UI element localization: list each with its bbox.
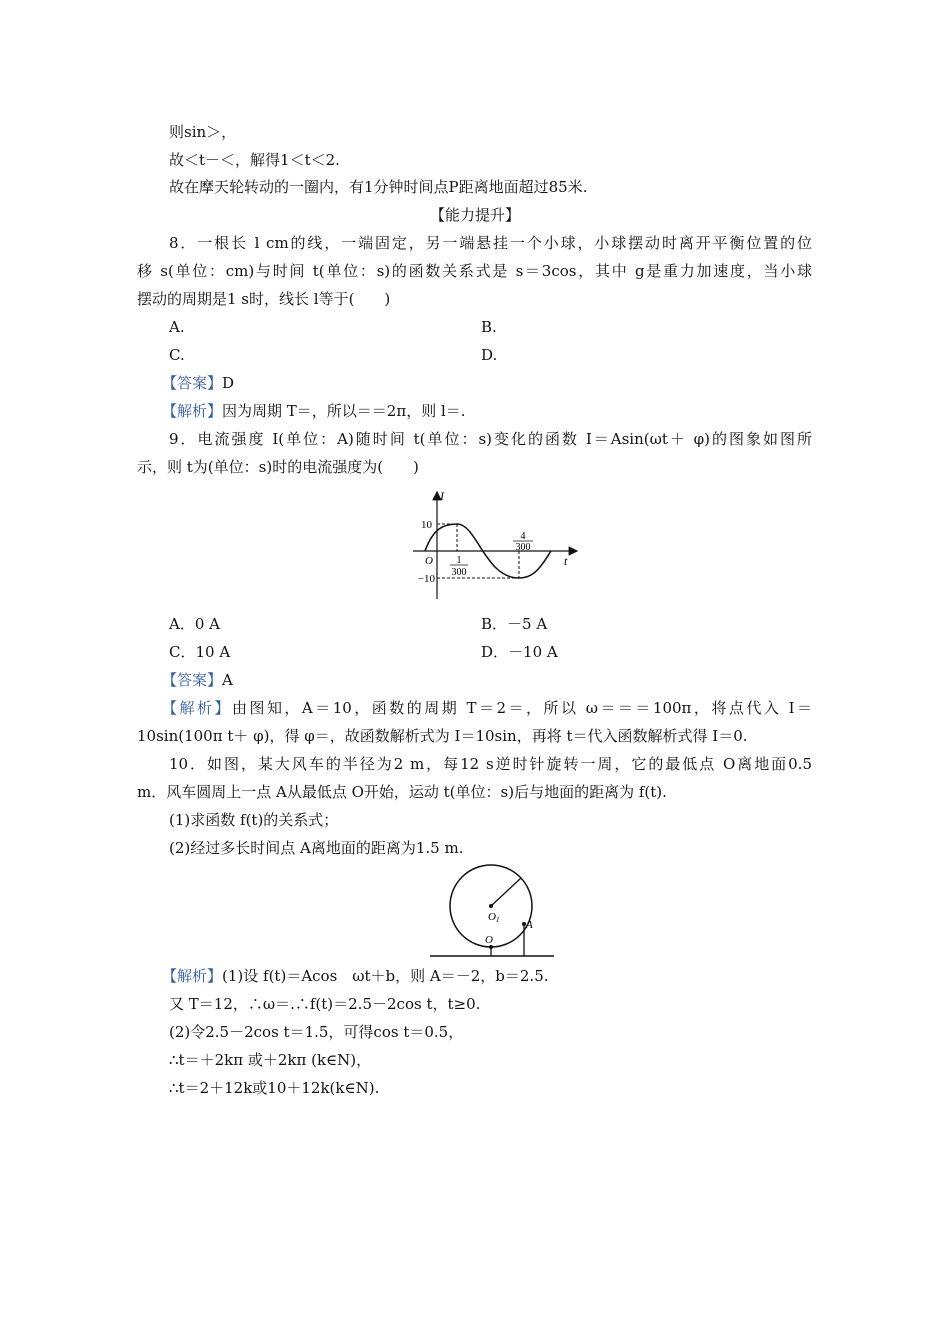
- question-9-text: 示，则 t为(单位：s)时的电流强度为( ): [137, 458, 419, 476]
- question-10-part2: (2)经过多长时间点 A离地面的距离为1.5 m.: [169, 839, 464, 857]
- question-9-text: 9．电流强度 I(单位：A)随时间 t(单位：s)变化的函数 I＝Asin(ωt＋ φ)的图象如图所: [169, 430, 812, 448]
- explanation-line: [162, 966, 549, 986]
- center-label: O1: [488, 911, 500, 924]
- question-8-text: 移 s(单位：cm)与时间 t(单位：s)的函数关系式是 s＝3cos，其中 g是重力加速度，当小球: [137, 262, 812, 280]
- question-10-part1: (1)求函数 f(t)的关系式；: [169, 811, 339, 829]
- current-graph: [405, 487, 585, 603]
- question-10-text: m．风车圆周上一点 A从最低点 O开始，运动 t(单位：s)后与地面的距离为 f(t).: [137, 783, 667, 801]
- point-a-label: A: [526, 919, 533, 931]
- text-line: 则sin＞，: [169, 123, 237, 141]
- option-d: D．－10 A: [481, 643, 558, 661]
- frac-4-den: 300: [515, 542, 531, 553]
- answer-value: A: [222, 671, 233, 689]
- option-a: A.: [169, 318, 185, 336]
- explanation-line: [162, 401, 466, 421]
- explanation-text: 又 T＝12，∴ω＝.∴f(t)＝2.5－2cos t，t≥0.: [169, 995, 481, 1013]
- explanation-text: (2)令2.5－2cos t＝1.5，可得cos t＝0.5，: [169, 1023, 464, 1041]
- explanation-label: 【解析】: [162, 967, 223, 985]
- option-c: C．10 A: [169, 643, 231, 661]
- option-b: B．－5 A: [481, 615, 548, 633]
- explanation-text: (1)设 f(t)＝Acos ωt＋b，则 A＝－2，b＝2.5.: [222, 967, 549, 985]
- explanation-text: 由图知，A＝10，函数的周期 T＝2＝，所以 ω＝＝＝100π，将点代入 I＝: [231, 699, 812, 717]
- text-line: 故在摩天轮转动的一圈内，有1分钟时间点P距离地面超过85米.: [169, 178, 588, 196]
- y-axis-label: I: [440, 489, 444, 503]
- answer-line: [162, 373, 234, 393]
- explanation-text: 10sin(100π t＋ φ)，得 φ＝，故函数解析式为 I＝10sin，再将 t＝代入函数解析式得 I＝0.: [137, 727, 748, 745]
- x-axis-label: t: [564, 554, 568, 568]
- answer-value: D: [222, 374, 235, 392]
- option-d: D.: [481, 346, 498, 364]
- question-8-text: 摆动的周期是1 s时，线长 l等于( ): [137, 290, 391, 308]
- explanation-line: [162, 698, 812, 718]
- explanation-text: ∴t＝2＋12k或10＋12k(k∈N).: [169, 1079, 380, 1097]
- center-point: [489, 904, 493, 908]
- explanation-label: 【解析】: [162, 699, 232, 717]
- windmill-figure: [428, 862, 558, 962]
- option-b: B.: [481, 318, 497, 336]
- lowest-point-label: O: [485, 934, 493, 946]
- question-8-text: 8．一根长 l cm的线，一端固定，另一端悬挂一个小球，小球摆动时离开平衡位置的位: [169, 234, 812, 252]
- answer-label: 【答案】: [162, 671, 223, 689]
- explanation-text: ∴t＝＋2kπ 或＋2kπ (k∈N)，: [169, 1051, 372, 1069]
- text-line: 故＜t－＜，解得1＜t＜2.: [169, 151, 340, 169]
- origin-label: O: [425, 555, 433, 567]
- question-10-text: 10．如图，某大风车的半径为2 m，每12 s逆时针旋转一周，它的最低点 O离地面0.5: [169, 755, 812, 773]
- answer-label: 【答案】: [162, 374, 223, 392]
- answer-line: [162, 670, 233, 690]
- frac-4-num: 4: [520, 531, 526, 542]
- explanation-text: 因为周期 T＝，所以＝＝2π，则 l＝.: [222, 402, 466, 420]
- radius-line: [491, 878, 521, 906]
- frac-1-num: 1: [456, 555, 462, 566]
- section-heading: 【能力提升】: [429, 206, 520, 224]
- option-c: C.: [169, 346, 185, 364]
- option-a: A．0 A: [169, 615, 220, 633]
- tick-label-neg10: −10: [417, 573, 435, 585]
- frac-1-den: 300: [451, 567, 467, 578]
- tick-label-10: 10: [421, 519, 432, 531]
- explanation-label: 【解析】: [162, 402, 223, 420]
